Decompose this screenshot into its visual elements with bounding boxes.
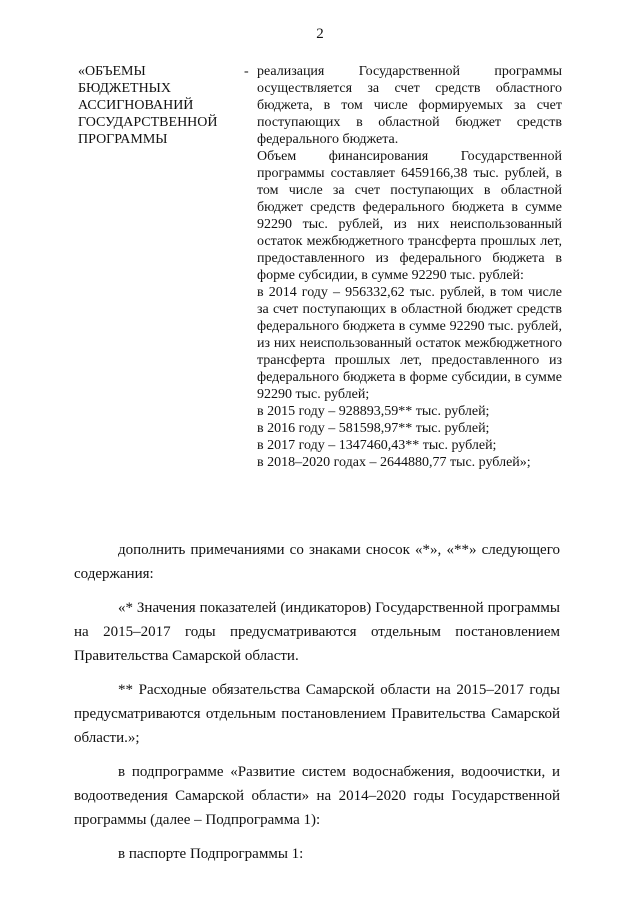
budget-description [257, 63, 562, 471]
body-text [74, 538, 560, 876]
budget-line: в 2016 году – 581598,97** тыс. рублей; [257, 421, 490, 436]
heading-line: ГОСУДАРСТВЕННОЙ [78, 115, 218, 130]
budget-paragraph: Объем финансирования Государственной программы составляет 6459166,38 тыс. рублей, в том числе за счет поступающих в областной бюджет средств федерального бюджета в сумме 92290 тыс. рублей, из них неиспользованный остаток межбюджетного трансферта прошлых лет, предоставленного из федерального бюджета в форме субсидии, в сумме 92290 тыс. рублей: [257, 149, 562, 283]
body-paragraph: дополнить примечаниями со знаками сносок «*», «**» следующего содержания: [74, 542, 560, 582]
footnote-paragraph: «* Значения показателей (индикаторов) Государственной программы на 2015–2017 годы предусматриваются отдельным постановлением Правительства Самарской области. [74, 600, 560, 664]
page-number: 2 [316, 26, 324, 42]
heading-line: БЮДЖЕТНЫХ [78, 81, 172, 96]
separator-dash: - [244, 64, 249, 79]
body-paragraph: в паспорте Подпрограммы 1: [118, 846, 304, 862]
heading-line: «ОБЪЕМЫ [78, 64, 146, 79]
budget-paragraph: в 2014 году – 956332,62 тыс. рублей, в том числе за счет поступающих в областной бюджет средств федерального бюджета в сумме 92290 тыс. рублей, из них неиспользованный остаток межбюджетного трансферта прошлых лет, предоставленного из федерального бюджета в форме субсидии, в сумме 92290 тыс. рублей; [257, 285, 562, 402]
budget-line: в 2018–2020 годах – 2644880,77 тыс. рублей»; [257, 455, 531, 470]
heading-line: АССИГНОВАНИЙ [78, 98, 194, 113]
footnote-paragraph: ** Расходные обязательства Самарской области на 2015–2017 годы предусматриваются отдельным постановлением Правительства Самарской области.»; [74, 682, 560, 746]
budget-line: в 2017 году – 1347460,43** тыс. рублей; [257, 438, 497, 453]
heading-line: ПРОГРАММЫ [78, 132, 168, 147]
body-paragraph: в подпрограмме «Развитие систем водоснабжения, водоочистки, и водоотведения Самарской области» на 2014–2020 годы Государственной программы (далее – Подпрограмма 1): [74, 764, 560, 828]
budget-line: в 2015 году – 928893,59** тыс. рублей; [257, 404, 490, 419]
budget-paragraph: реализация Государственной программы осуществляется за счет средств областного бюджета, в том числе формируемых за счет поступающих в областной бюджет средств федерального бюджета. [257, 64, 562, 147]
section-heading [78, 63, 248, 148]
